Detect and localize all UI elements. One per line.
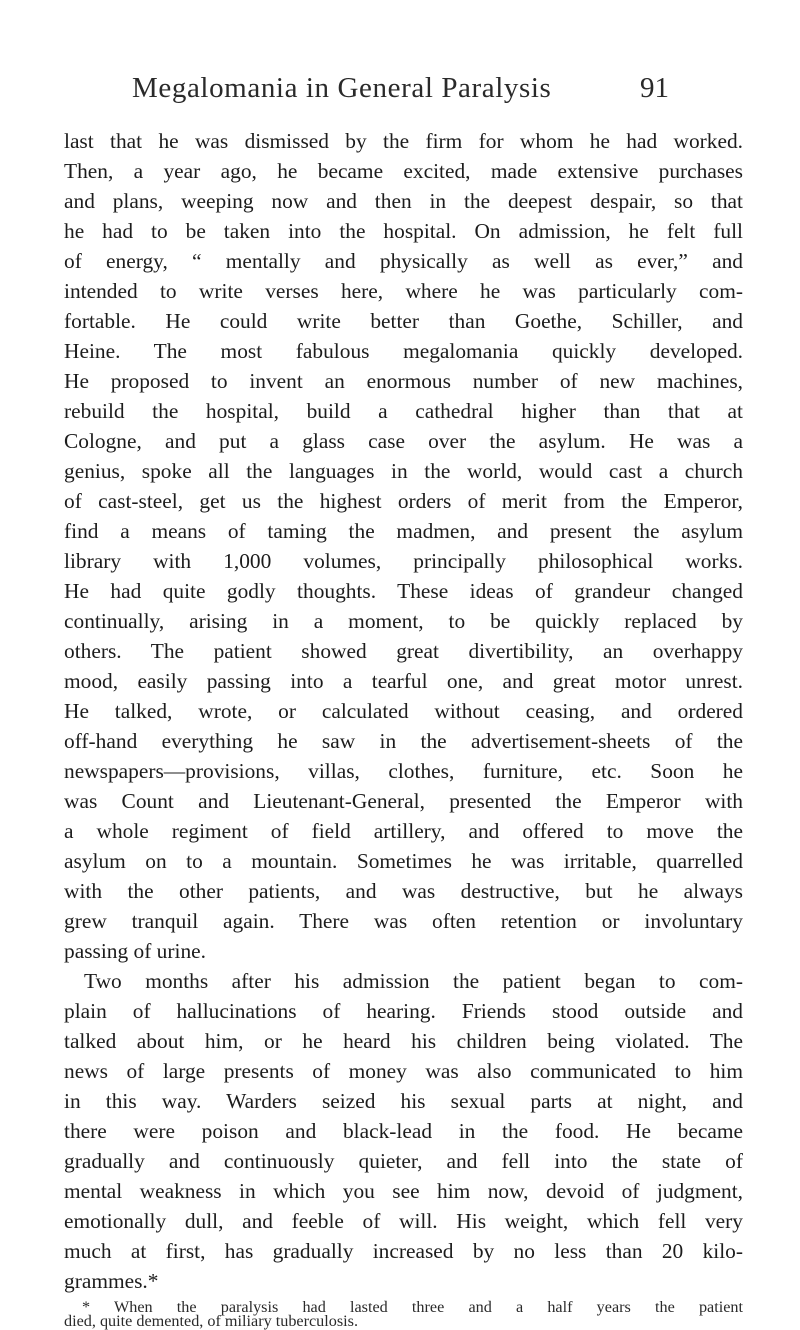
body-line: news of large presents of money was also communicated to him bbox=[64, 1059, 743, 1083]
body-line: much at first, has gradually increased by no less than 20 kilo- bbox=[64, 1239, 743, 1263]
body-line: Heine. The most fabulous megalomania quickly developed. bbox=[64, 339, 743, 363]
running-title: Megalomania in General Paralysis bbox=[132, 72, 552, 104]
body-line: He talked, wrote, or calculated without ceasing, and ordered bbox=[64, 699, 743, 723]
body-line: library with 1,000 volumes, principally philosophical works. bbox=[64, 549, 743, 573]
body-line: of cast-steel, get us the highest orders of merit from the Emperor, bbox=[64, 489, 743, 513]
body-line: He proposed to invent an enormous number of new machines, bbox=[64, 369, 743, 393]
body-line: Cologne, and put a glass case over the asylum. He was a bbox=[64, 429, 743, 453]
body-line: newspapers—provisions, villas, clothes, furniture, etc. Soon he bbox=[64, 759, 743, 783]
footnote-line: * When the paralysis had lasted three and a half years the patient bbox=[82, 1298, 743, 1316]
footnote-line: died, quite demented, of miliary tuberculosis. bbox=[64, 1312, 358, 1330]
body-line: a whole regiment of field artillery, and offered to move the bbox=[64, 819, 743, 843]
body-line: grew tranquil again. There was often retention or involuntary bbox=[64, 909, 743, 933]
body-line: last that he was dismissed by the firm for whom he had worked. bbox=[64, 129, 743, 153]
body-line: was Count and Lieutenant-General, presented the Emperor with bbox=[64, 789, 743, 813]
body-line: Two months after his admission the patient began to com- bbox=[84, 969, 743, 993]
body-line: there were poison and black-lead in the food. He became bbox=[64, 1119, 743, 1143]
body-line: continually, arising in a moment, to be quickly replaced by bbox=[64, 609, 743, 633]
body-line: of energy, “ mentally and physically as well as ever,” and bbox=[64, 249, 743, 273]
body-line: plain of hallucinations of hearing. Friends stood outside and bbox=[64, 999, 743, 1023]
body-line: fortable. He could write better than Goethe, Schiller, and bbox=[64, 309, 743, 333]
body-line: gradually and continuously quieter, and fell into the state of bbox=[64, 1149, 743, 1173]
body-line: intended to write verses here, where he was particularly com- bbox=[64, 279, 743, 303]
body-line: grammes.* bbox=[64, 1269, 159, 1293]
body-line: others. The patient showed great divertibility, an overhappy bbox=[64, 639, 743, 663]
body-line: in this way. Warders seized his sexual parts at night, and bbox=[64, 1089, 743, 1113]
body-line: he had to be taken into the hospital. On admission, he felt full bbox=[64, 219, 743, 243]
body-line: talked about him, or he heard his children being violated. The bbox=[64, 1029, 743, 1053]
body-line: passing of urine. bbox=[64, 939, 206, 963]
body-line: Then, a year ago, he became excited, made extensive purchases bbox=[64, 159, 743, 183]
body-line: emotionally dull, and feeble of will. His weight, which fell very bbox=[64, 1209, 743, 1233]
body-line: genius, spoke all the languages in the world, would cast a church bbox=[64, 459, 743, 483]
body-line: find a means of taming the madmen, and present the asylum bbox=[64, 519, 743, 543]
body-line: with the other patients, and was destructive, but he always bbox=[64, 879, 743, 903]
body-line: and plans, weeping now and then in the deepest despair, so that bbox=[64, 189, 743, 213]
body-line: He had quite godly thoughts. These ideas of grandeur changed bbox=[64, 579, 743, 603]
body-line: rebuild the hospital, build a cathedral higher than that at bbox=[64, 399, 743, 423]
body-line: mental weakness in which you see him now, devoid of judgment, bbox=[64, 1179, 743, 1203]
page-number: 91 bbox=[640, 72, 669, 104]
body-line: mood, easily passing into a tearful one, and great motor unrest. bbox=[64, 669, 743, 693]
body-line: asylum on to a mountain. Sometimes he was irritable, quarrelled bbox=[64, 849, 743, 873]
body-line: off-hand everything he saw in the advertisement-sheets of the bbox=[64, 729, 743, 753]
